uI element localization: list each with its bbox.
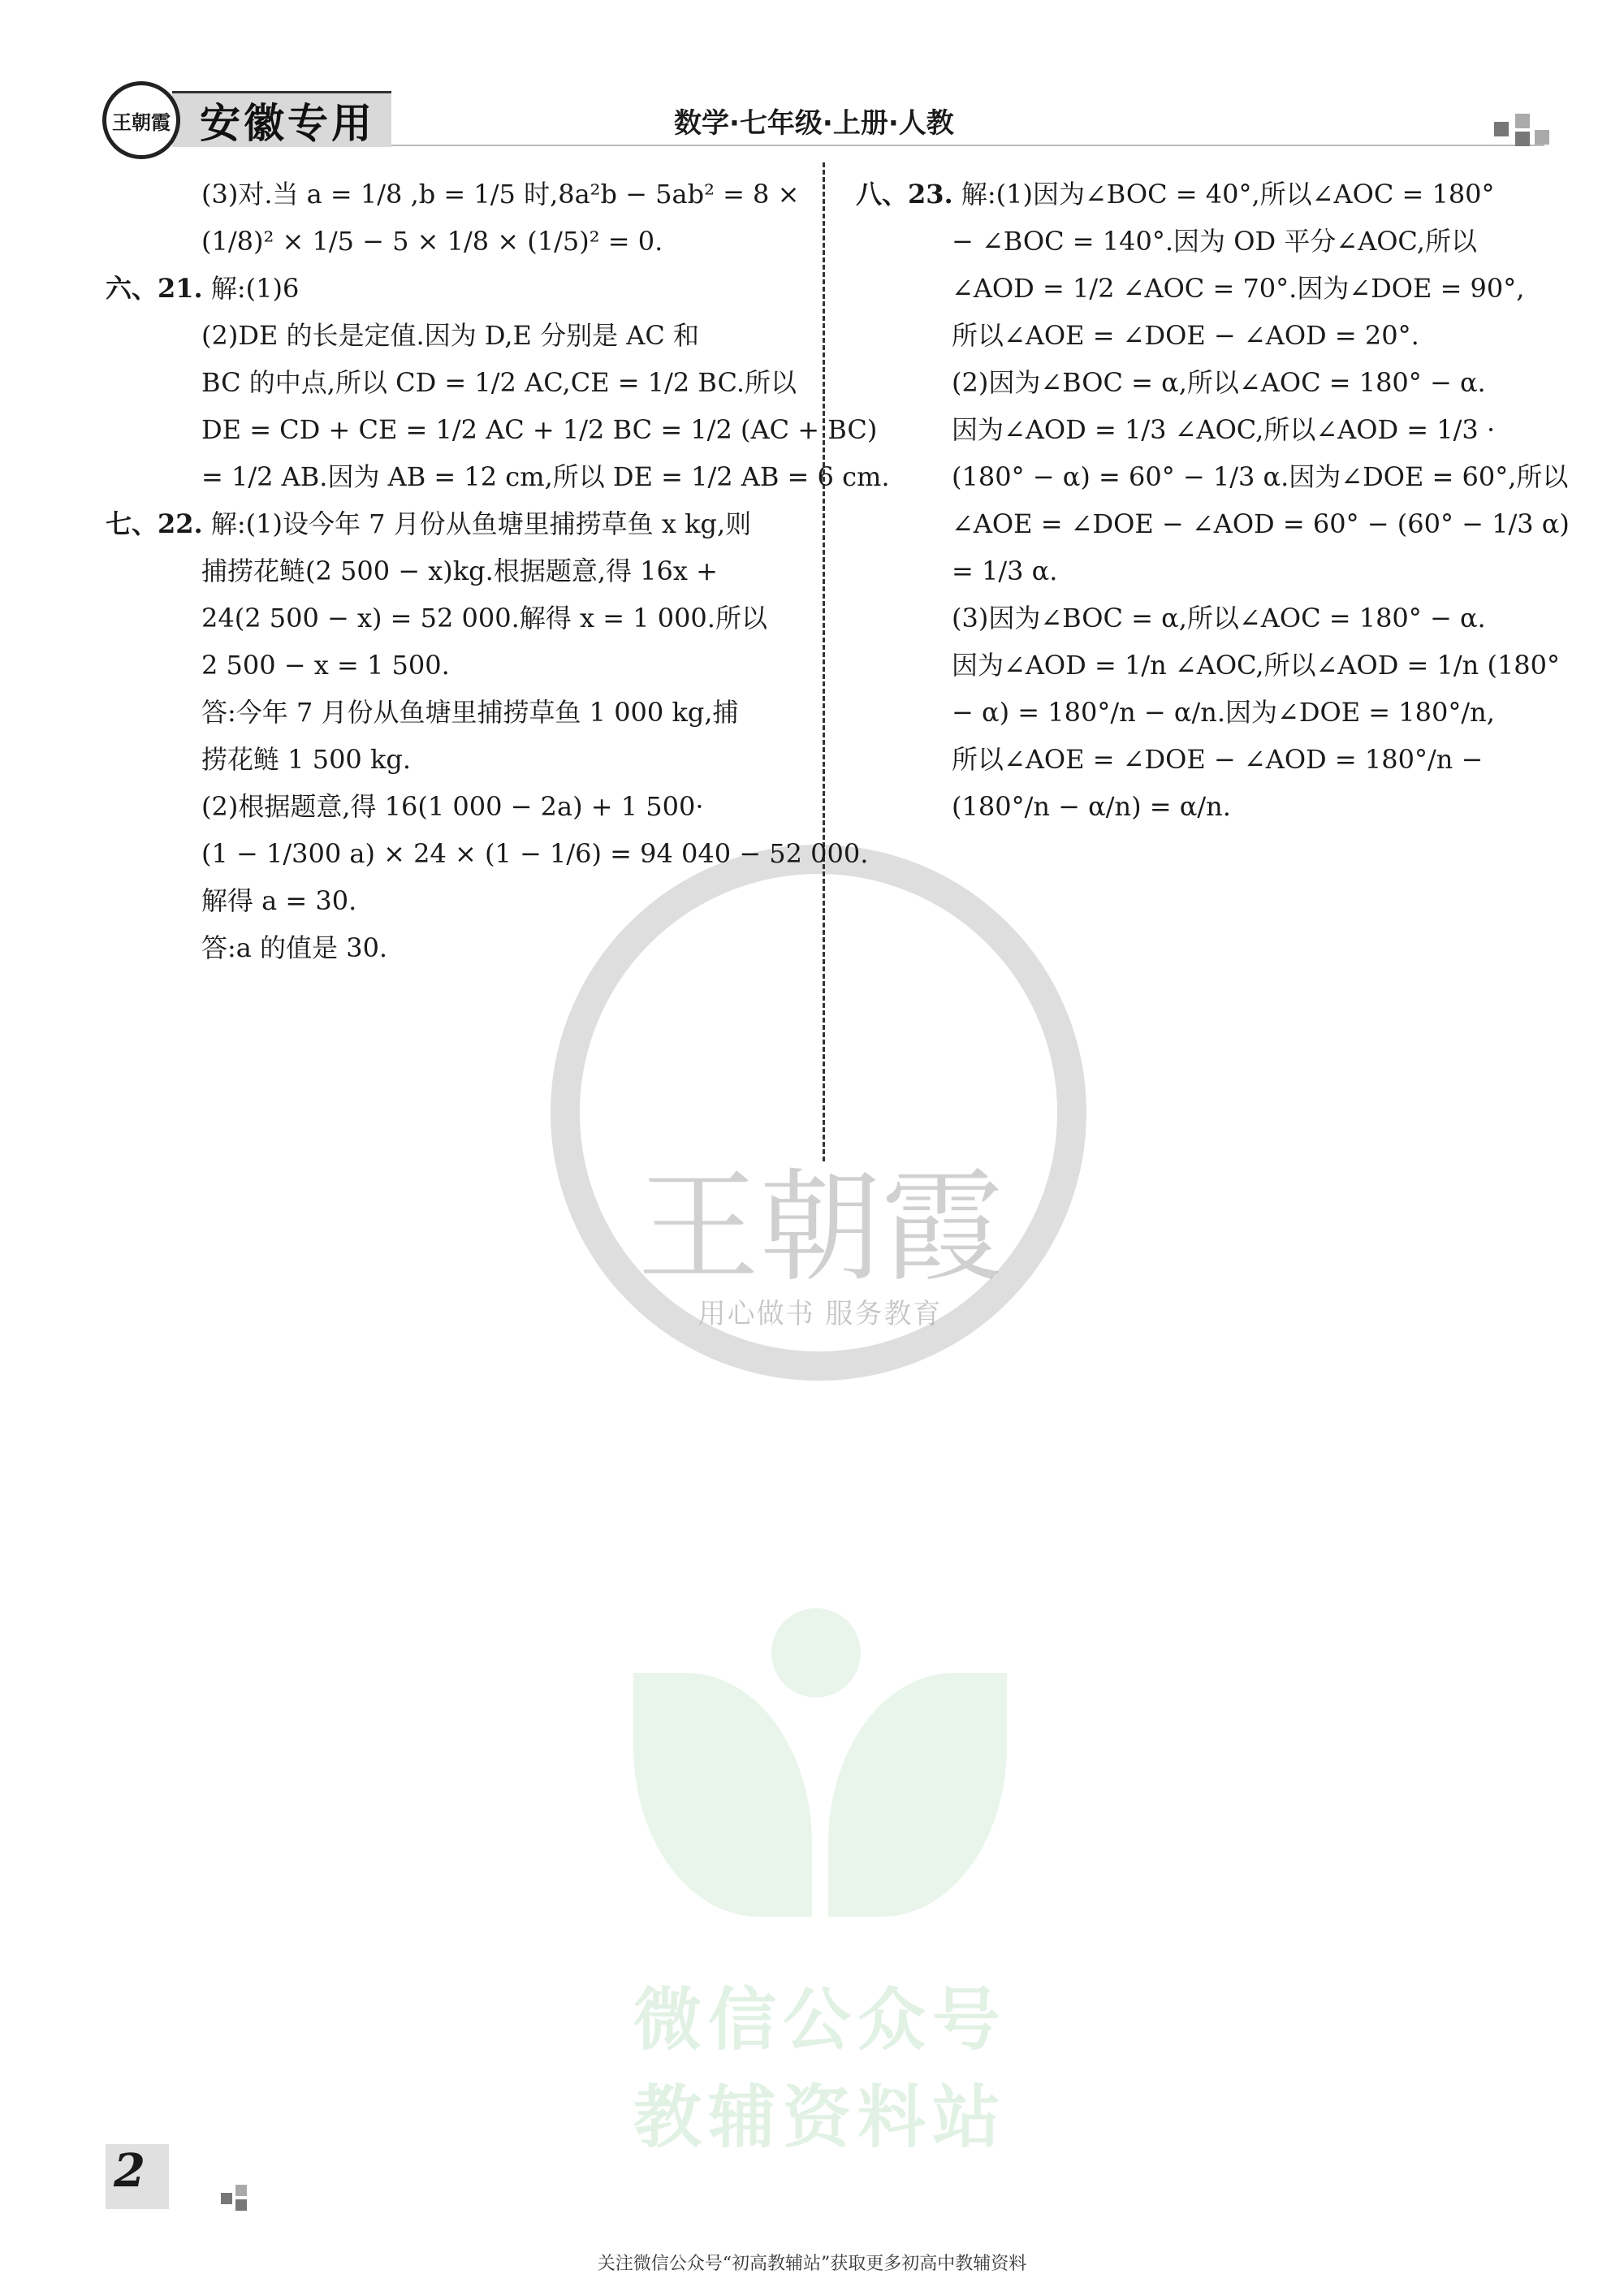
answer-line: (1/8)² × 1/5 − 5 × 1/8 × (1/5)² = 0.: [201, 226, 663, 257]
decor-square: [1515, 132, 1530, 146]
subject-title: 数学·七年级·上册·人教: [674, 107, 954, 140]
question-line: 八、23. 解:(1)因为∠BOC = 40°,所以∠AOC = 180°: [856, 179, 1495, 210]
answer-line: ∠AOD = 1/2 ∠AOC = 70°.因为∠DOE = 90°,: [952, 273, 1525, 304]
answer-line: = 1/2 AB.因为 AB = 12 cm,所以 DE = 1/2 AB = 6 cm.: [201, 461, 890, 492]
left-column: [106, 171, 890, 971]
answer-line: (3)因为∠BOC = α,所以∠AOC = 180° − α.: [952, 603, 1486, 633]
watermark-leaf-right: [828, 1673, 1007, 1917]
answer-line: 因为∠AOD = 1/3 ∠AOC,所以∠AOD = 1/3 ·: [952, 414, 1496, 445]
edition-title: 安徽专用: [200, 100, 375, 147]
answer-line: DE = CD + CE = 1/2 AC + 1/2 BC = 1/2 (AC + BC): [201, 414, 878, 445]
answer-line: (1 − 1/300 a) × 24 × (1 − 1/6) = 94 040 − 52 000.: [201, 838, 869, 869]
footer-note: 关注微信公众号“初高教辅站”获取更多初高中教辅资料: [597, 2254, 1027, 2274]
answer-line: 解得 a = 30.: [201, 885, 357, 916]
answer-line: (180°/n − α/n) = α/n.: [952, 791, 1231, 822]
header-rule: [391, 145, 1544, 146]
watermark-slogan: 用心做书 服务教育: [698, 1298, 943, 1330]
watermark-overlay-line1: 微信公众号: [633, 1980, 1007, 2060]
page-number: 2: [114, 2144, 145, 2198]
question-line: 七、22. 解:(1)设今年 7 月份从鱼塘里捕捞草鱼 x kg,则: [106, 508, 752, 539]
decor-square: [235, 2185, 247, 2196]
answer-line: − ∠BOC = 140°.因为 OD 平分∠AOC,所以: [952, 226, 1477, 257]
decor-square: [1494, 122, 1509, 136]
answer-line: (2)因为∠BOC = α,所以∠AOC = 180° − α.: [952, 367, 1486, 398]
answer-line: 所以∠AOE = ∠DOE − ∠AOD = 20°.: [952, 320, 1419, 351]
decor-square: [1535, 130, 1549, 145]
answer-line: (2)DE 的长是定值.因为 D,E 分别是 AC 和: [201, 320, 700, 351]
question-number: 六、21.: [106, 273, 203, 304]
decor-square: [1515, 114, 1530, 128]
decor-square: [235, 2199, 247, 2211]
question-number: 八、23.: [856, 179, 953, 210]
answer-line: 答:今年 7 月份从鱼塘里捕捞草鱼 1 000 kg,捕: [201, 697, 739, 728]
answer-line: ∠AOE = ∠DOE − ∠AOD = 60° − (60° − 1/3 α): [952, 508, 1570, 539]
answer-line: (3)对.当 a = 1/8 ,b = 1/5 时,8a²b − 5ab² = 8 ×: [201, 179, 800, 210]
answer-line: BC 的中点,所以 CD = 1/2 AC,CE = 1/2 BC.所以: [201, 367, 797, 398]
question-line: 六、21. 解:(1)6: [106, 273, 300, 304]
question-number: 七、22.: [106, 508, 203, 539]
answer-line: 答:a 的值是 30.: [201, 932, 388, 963]
watermark-overlay-line2: 教辅资料站: [633, 2078, 1007, 2157]
answer-line: 2 500 − x = 1 500.: [201, 650, 450, 681]
answer-line: (180° − α) = 60° − 1/3 α.因为∠DOE = 60°,所以: [952, 461, 1569, 492]
answer-line: (2)根据题意,得 16(1 000 − 2a) + 1 500·: [201, 791, 704, 822]
watermark-logo-dot: [771, 1608, 861, 1697]
page-header: [0, 0, 1624, 162]
decor-square: [221, 2193, 232, 2204]
answer-line: − α) = 180°/n − α/n.因为∠DOE = 180°/n,: [952, 697, 1495, 728]
answer-line: = 1/3 α.: [952, 556, 1058, 586]
answer-line: 因为∠AOD = 1/n ∠AOC,所以∠AOD = 1/n (180°: [952, 650, 1561, 681]
answer-line: 24(2 500 − x) = 52 000.解得 x = 1 000.所以: [201, 603, 767, 633]
logo-text: 王朝霞: [112, 110, 171, 134]
answer-line: 所以∠AOE = ∠DOE − ∠AOD = 180°/n −: [952, 744, 1484, 775]
watermark-name: 王朝霞: [637, 1157, 1003, 1299]
right-column: [856, 171, 1570, 830]
watermark-leaf-left: [633, 1673, 812, 1917]
publisher-logo: [102, 81, 180, 159]
answer-line: 捕捞花鲢(2 500 − x)kg.根据题意,得 16x +: [201, 556, 718, 586]
column-divider: [823, 162, 825, 1161]
answer-line: 捞花鲢 1 500 kg.: [201, 744, 412, 775]
